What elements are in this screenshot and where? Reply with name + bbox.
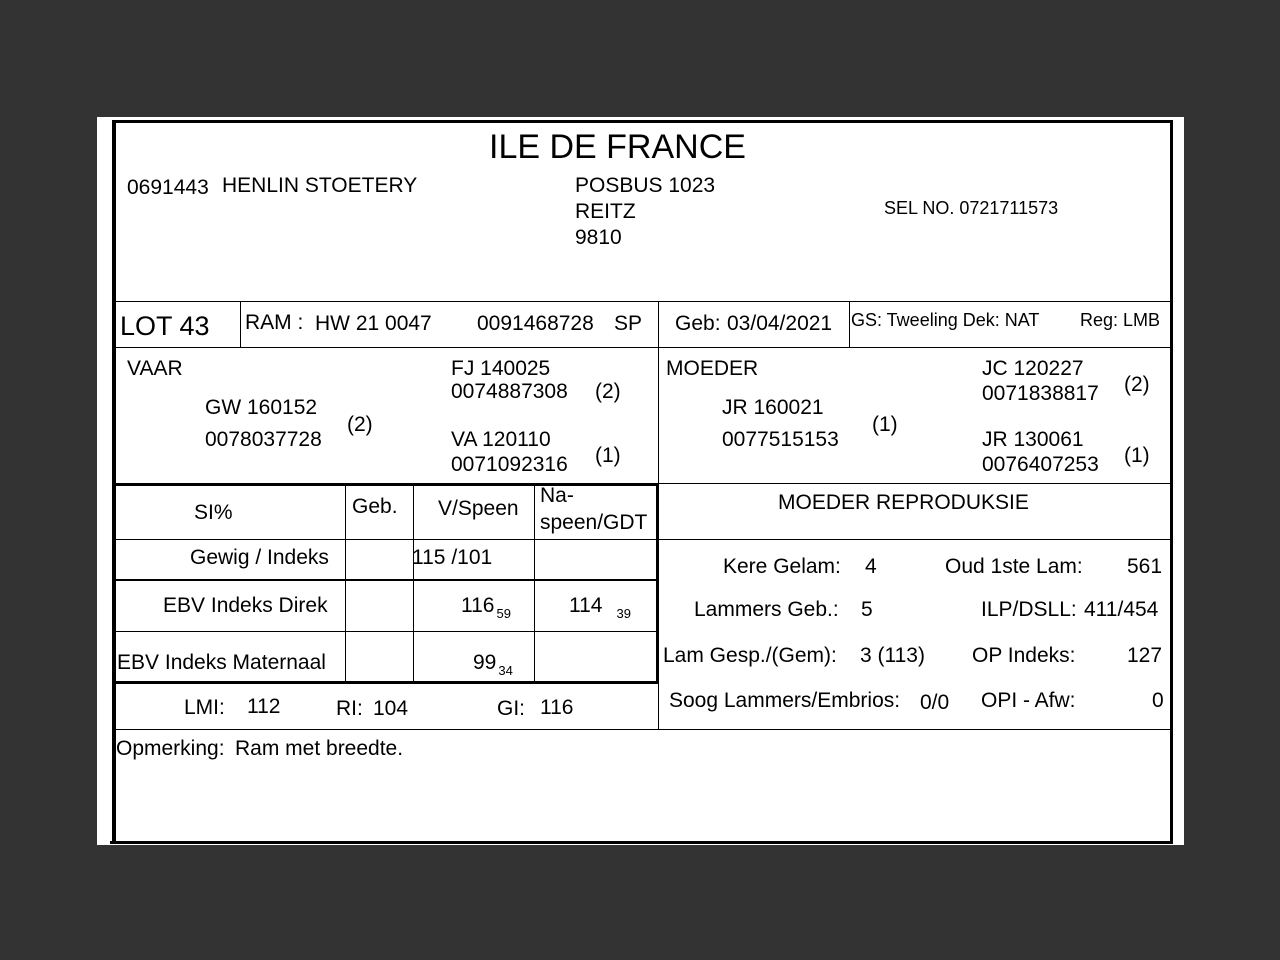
divider	[345, 484, 346, 683]
dam-dam-id: JR 130061	[982, 428, 1084, 451]
divider	[849, 301, 850, 348]
si-header: SI%	[194, 501, 233, 524]
divider	[116, 484, 658, 486]
row-ebv-direct-vspeen: 116 $_{59}$	[461, 594, 511, 621]
dam-sire-birth-type: (2)	[1124, 373, 1150, 396]
sire-number: 0078037728	[205, 428, 322, 451]
lmi-value: 112	[247, 695, 281, 718]
lam-gesp-value: 3 (113)	[860, 644, 925, 667]
lammers-geb-value: 5	[861, 598, 873, 621]
ilp-label: ILP/DSLL:	[981, 598, 1077, 621]
divider	[413, 484, 414, 683]
sel-number: SEL NO. 0721711573	[884, 198, 1059, 218]
opi-afw-label: OPI - Afw:	[981, 689, 1076, 712]
ram-number: 0091468728	[477, 312, 594, 335]
dam-sire-id: JC 120227	[982, 357, 1084, 380]
dam-dam-birth-type: (1)	[1124, 444, 1150, 467]
gi-value: 116	[540, 696, 574, 719]
breeder-code: 0691443	[127, 176, 209, 199]
breed-title: ILE DE FRANCE	[489, 128, 746, 166]
ri-value: 104	[373, 697, 409, 720]
dam-birth-type: (1)	[872, 413, 898, 436]
dam-id: JR 160021	[722, 396, 824, 419]
gi-label: GI:	[497, 697, 526, 720]
row-label-weight: Gewig / Indeks	[190, 546, 329, 569]
dam-sire-number: 0071838817	[982, 382, 1099, 405]
address-line2: REITZ	[575, 200, 636, 223]
divider	[116, 347, 1170, 348]
ram-label: RAM :	[245, 311, 304, 334]
remark-label: Opmerking:	[116, 737, 225, 760]
lam-gesp-label: Lam Gesp./(Gem):	[663, 644, 837, 667]
sire-sire-birth-type: (2)	[595, 380, 621, 403]
row-ebv-maternal-vspeen: 99 $_{34}$	[473, 651, 513, 678]
dam-dam-number: 0076407253	[982, 453, 1099, 476]
naspeen-header-line2: speen/GDT	[540, 511, 648, 534]
gs-info: GS: Tweeling Dek: NAT	[851, 310, 1040, 330]
ram-id: HW 21 0047	[315, 312, 432, 335]
divider	[116, 539, 1170, 540]
sire-sire-number: 0074887308	[451, 380, 568, 403]
sire-dam-birth-type: (1)	[595, 444, 621, 467]
soog-value: 0/0	[920, 691, 950, 714]
vspeen-header: V/Speen	[438, 497, 519, 520]
birth-date: 03/04/2021	[727, 312, 833, 335]
birth-label: Geb:	[675, 312, 721, 335]
ri-label: RI:	[336, 697, 363, 720]
dam-number: 0077515153	[722, 428, 839, 451]
oud-lam-label: Oud 1ste Lam:	[945, 555, 1083, 578]
sire-dam-id: VA 120110	[451, 428, 551, 451]
divider	[116, 301, 1170, 302]
address-line1: POSBUS 1023	[575, 174, 716, 197]
lammers-geb-label: Lammers Geb.:	[694, 598, 839, 621]
divider	[116, 631, 658, 632]
sire-id: GW 160152	[205, 396, 318, 419]
divider	[534, 484, 535, 683]
card-border-top	[112, 120, 1173, 123]
ram-suffix: SP	[614, 312, 643, 335]
row-weight-vspeen: 115 /101	[412, 546, 493, 569]
reproduction-title: MOEDER REPRODUKSIE	[778, 491, 1029, 514]
row-ebv-direct-naspeen: 114 $_{39}$	[569, 594, 631, 621]
divider	[116, 681, 658, 684]
op-index-label: OP Indeks:	[972, 644, 1076, 667]
address-line3: 9810	[575, 226, 622, 249]
naspeen-header-line1: Na-	[540, 484, 574, 507]
divider	[656, 484, 659, 684]
remark-text: Ram met breedte.	[235, 737, 404, 760]
dam-label: MOEDER	[666, 357, 759, 380]
geb-header: Geb.	[352, 495, 398, 518]
divider	[116, 729, 1170, 730]
opi-afw-value: 0	[1152, 689, 1164, 712]
card-border-left	[112, 120, 116, 844]
sire-birth-type: (2)	[347, 413, 373, 436]
row-label-ebv-maternal: EBV Indeks Maternaal	[117, 651, 326, 674]
sire-sire-id: FJ 140025	[451, 357, 551, 380]
ilp-value: 411/454	[1084, 598, 1159, 621]
reg-info: Reg: LMB	[1080, 310, 1161, 330]
row-label-ebv-direct: EBV Indeks Direk	[163, 594, 328, 617]
card-border-bottom	[110, 841, 1173, 844]
card-border-right	[1170, 120, 1173, 844]
kere-gelam-value: 4	[865, 555, 877, 578]
lot-label: LOT 43	[120, 311, 210, 341]
divider	[240, 301, 241, 348]
sire-label: VAAR	[127, 357, 183, 380]
kere-gelam-label: Kere Gelam:	[723, 555, 841, 578]
soog-label: Soog Lammers/Embrios:	[669, 689, 901, 712]
lmi-label: LMI:	[184, 696, 225, 719]
divider	[116, 579, 658, 581]
op-index-value: 127	[1127, 644, 1163, 667]
breeder-name: HENLIN STOETERY	[222, 174, 418, 197]
sale-card	[97, 117, 1184, 845]
oud-lam-value: 561	[1127, 555, 1163, 578]
sire-dam-number: 0071092316	[451, 453, 568, 476]
